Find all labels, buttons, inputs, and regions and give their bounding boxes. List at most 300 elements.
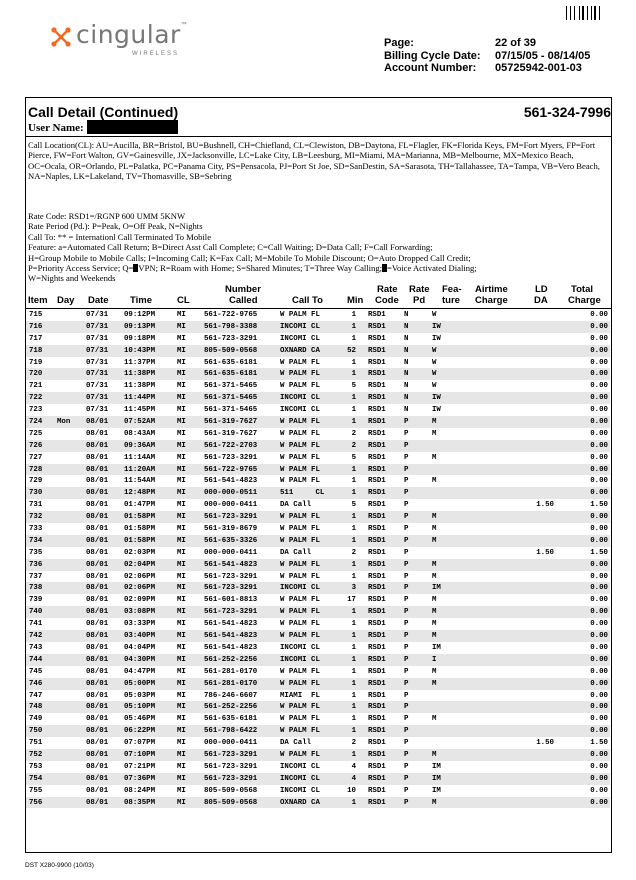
- cell-date: 08/01: [86, 679, 109, 688]
- cell-min: 4: [351, 762, 356, 771]
- cell-call-to: INCOMI CL: [280, 762, 320, 771]
- cell-cl: MI: [177, 453, 186, 462]
- cell-date: 07/31: [86, 406, 109, 415]
- cell-number: 561-722-9765: [204, 465, 258, 474]
- user-name-label: User Name:: [28, 122, 84, 134]
- cell-cl: MI: [177, 762, 186, 771]
- cell-time: 03:40PM: [124, 632, 156, 641]
- cell-number: 000-000-0411: [204, 548, 258, 557]
- cell-min: 1: [351, 358, 356, 367]
- table-row: [26, 416, 610, 428]
- cell-min: 5: [351, 382, 356, 391]
- cell-total: 0.00: [590, 465, 608, 474]
- cell-rate-pd: P: [404, 489, 409, 498]
- cell-call-to: W PALM FL: [280, 727, 320, 736]
- cell-item: 736: [29, 560, 43, 569]
- cell-min: 5: [351, 501, 356, 510]
- cell-total: 0.00: [590, 774, 608, 783]
- cell-item: 752: [29, 750, 43, 759]
- cell-time: 12:48PM: [124, 489, 156, 498]
- cell-min: 1: [351, 334, 356, 343]
- cell-date: 08/01: [86, 632, 109, 641]
- user-name: [28, 120, 178, 134]
- table-row: [26, 690, 610, 702]
- cell-time: 02:04PM: [124, 560, 156, 569]
- cell-date: 08/01: [86, 560, 109, 569]
- cell-item: 724: [29, 418, 43, 427]
- cell-total: 0.00: [590, 750, 608, 759]
- cell-rate-pd: P: [404, 501, 409, 510]
- cell-item: 720: [29, 370, 43, 379]
- cell-rate-pd: P: [404, 750, 409, 759]
- cell-time: 10:43PM: [124, 346, 156, 355]
- cell-call-to: W PALM FL: [280, 679, 320, 688]
- cell-min: 1: [351, 798, 356, 807]
- cell-call-to: INCOMI CL: [280, 394, 320, 403]
- cell-date: 08/01: [86, 620, 109, 629]
- cell-number: 561-723-3291: [204, 584, 258, 593]
- cell-item: 728: [29, 465, 43, 474]
- col-feature-2: ture: [442, 295, 460, 306]
- cell-min: 1: [351, 489, 356, 498]
- cell-cl: MI: [177, 727, 186, 736]
- col-cl: CL: [177, 295, 190, 306]
- cell-call-to: W PALM FL: [280, 418, 320, 427]
- cell-call-to: W PALM FL: [280, 465, 320, 474]
- cell-rate-pd: P: [404, 786, 409, 795]
- cell-time: 01:58PM: [124, 525, 156, 534]
- cell-number: 561-723-3291: [204, 774, 258, 783]
- cell-date: 08/01: [86, 691, 109, 700]
- cell-date: 07/31: [86, 311, 109, 319]
- cell-rate-code: RSD1: [368, 596, 386, 605]
- cell-rate-pd: P: [404, 477, 409, 486]
- cell-call-to: OXNARD CA: [280, 346, 320, 355]
- cell-feature: IM: [432, 786, 441, 795]
- cell-number: 805-509-0568: [204, 346, 258, 355]
- cell-call-to: DA Call: [280, 501, 312, 510]
- cell-number: 561-601-8813: [204, 596, 258, 605]
- cell-feature: IM: [432, 762, 441, 771]
- cell-cl: MI: [177, 655, 186, 664]
- cell-rate-pd: P: [404, 632, 409, 641]
- cell-item: 725: [29, 429, 43, 438]
- cell-total: 0.00: [590, 798, 608, 807]
- cell-rate-pd: P: [404, 798, 409, 807]
- cell-number: 000-000-0411: [204, 501, 258, 510]
- cell-min: 1: [351, 643, 356, 652]
- table-row: [26, 428, 610, 440]
- cell-feature: IM: [432, 774, 441, 783]
- table-row: [26, 642, 610, 654]
- cell-item: 729: [29, 477, 43, 486]
- cell-cl: MI: [177, 477, 186, 486]
- rate-legend: [28, 211, 610, 284]
- cell-feature: M: [432, 453, 437, 462]
- cell-rate-pd: P: [404, 513, 409, 522]
- table-row: [26, 440, 610, 452]
- cell-call-to: W PALM FL: [280, 370, 320, 379]
- cell-cl: MI: [177, 548, 186, 557]
- cell-time: 09:36AM: [124, 441, 156, 450]
- cell-rate-code: RSD1: [368, 572, 386, 581]
- cell-number: 561-281-0170: [204, 667, 258, 676]
- cell-min: 1: [351, 620, 356, 629]
- page-value: 22 of 39: [495, 37, 536, 49]
- cell-total: 0.00: [590, 513, 608, 522]
- cell-time: 05:10PM: [124, 703, 156, 712]
- cell-min: 1: [351, 465, 356, 474]
- cell-total: 0.00: [590, 382, 608, 391]
- col-rate-code-1: Rate: [377, 284, 398, 295]
- cell-rate-pd: N: [404, 370, 409, 379]
- cell-rate-code: RSD1: [368, 762, 386, 771]
- col-ld-2: DA: [534, 295, 548, 306]
- cell-time: 08:43AM: [124, 429, 156, 438]
- cell-call-to: W PALM FL: [280, 750, 320, 759]
- cell-time: 05:00PM: [124, 679, 156, 688]
- cell-day: Mon: [57, 418, 71, 427]
- cell-cl: MI: [177, 525, 186, 534]
- table-row: [26, 737, 610, 749]
- cell-total: 0.00: [590, 334, 608, 343]
- col-day: Day: [57, 295, 75, 306]
- cell-rate-pd: N: [404, 394, 409, 403]
- cell-call-to: OXNARD CA: [280, 798, 320, 807]
- cell-cl: MI: [177, 536, 186, 545]
- cell-rate-pd: P: [404, 572, 409, 581]
- cell-item: 721: [29, 382, 43, 391]
- cell-date: 08/01: [86, 643, 109, 652]
- cell-item: 722: [29, 394, 43, 403]
- cell-item: 734: [29, 536, 43, 545]
- cell-number: 561-723-3291: [204, 762, 258, 771]
- cell-number: 561-723-3291: [204, 334, 258, 343]
- cell-rate-pd: P: [404, 679, 409, 688]
- cell-time: 01:47PM: [124, 501, 156, 510]
- table-row: [26, 701, 610, 713]
- cell-min: 3: [351, 584, 356, 593]
- cell-min: 4: [351, 774, 356, 783]
- cell-rate-pd: P: [404, 739, 409, 748]
- col-rate-pd-1: Rate: [409, 284, 430, 295]
- cell-feature: M: [432, 560, 437, 569]
- table-row: [26, 452, 610, 464]
- cell-item: 715: [29, 311, 43, 319]
- cell-cl: MI: [177, 739, 186, 748]
- cell-total: 0.00: [590, 786, 608, 795]
- cell-feature: IW: [432, 406, 441, 415]
- table-row: [26, 618, 610, 630]
- cell-item: 731: [29, 501, 43, 510]
- cell-rate-pd: P: [404, 525, 409, 534]
- col-rate-code-2: Code: [375, 295, 399, 306]
- cell-time: 09:12PM: [124, 311, 156, 319]
- cell-min: 1: [351, 311, 356, 319]
- table-row: [26, 582, 610, 594]
- cell-call-to: INCOMI CL: [280, 584, 320, 593]
- section-title: Call Detail (Continued): [28, 104, 179, 120]
- col-total-2: Charge: [568, 295, 601, 306]
- cell-call-to: W PALM FL: [280, 311, 320, 319]
- cell-rate-code: RSD1: [368, 691, 386, 700]
- cell-cl: MI: [177, 382, 186, 391]
- cell-feature: M: [432, 525, 437, 534]
- cell-time: 07:52AM: [124, 418, 156, 427]
- cell-time: 09:18PM: [124, 334, 156, 343]
- cell-min: 1: [351, 715, 356, 724]
- cell-min: 1: [351, 513, 356, 522]
- cell-feature: IW: [432, 334, 441, 343]
- cell-call-to: INCOMI CL: [280, 322, 320, 331]
- phone-number: 561-324-7996: [523, 104, 611, 120]
- feature-note-a: Feature: a=Automated Call Return; B=Direct Asst Call Complete; C=Call Waiting; D=Data Call; F=Call Forwarding;: [28, 242, 433, 253]
- table-row: [26, 511, 610, 523]
- cell-date: 08/01: [86, 501, 109, 510]
- table-row: [26, 380, 610, 392]
- cell-call-to: W PALM FL: [280, 453, 320, 462]
- cell-min: 17: [347, 596, 356, 605]
- cell-min: 1: [351, 727, 356, 736]
- cell-call-to: MIAMI FL: [280, 691, 320, 700]
- cell-cl: MI: [177, 786, 186, 795]
- cell-item: 718: [29, 346, 43, 355]
- billing-cycle-value: 07/15/05 - 08/14/05: [495, 49, 591, 62]
- cell-total: 0.00: [590, 703, 608, 712]
- cell-rate-pd: P: [404, 620, 409, 629]
- cell-item: 749: [29, 715, 43, 724]
- cell-number: 561-723-3291: [204, 513, 258, 522]
- table-row: [26, 594, 610, 606]
- cell-cl: MI: [177, 370, 186, 379]
- col-min: Min: [347, 295, 364, 306]
- cell-total: 0.00: [590, 418, 608, 427]
- cell-feature: M: [432, 750, 437, 759]
- cell-item: 727: [29, 453, 43, 462]
- cell-time: 07:21PM: [124, 762, 156, 771]
- cell-item: 723: [29, 406, 43, 415]
- cell-cl: MI: [177, 798, 186, 807]
- cell-call-to: W PALM FL: [280, 382, 320, 391]
- cell-min: 1: [351, 703, 356, 712]
- cell-number: 561-541-4823: [204, 477, 258, 486]
- cell-number: 561-319-7627: [204, 429, 258, 438]
- table-row: [26, 404, 610, 416]
- cell-call-to: W PALM FL: [280, 560, 320, 569]
- cell-min: 1: [351, 394, 356, 403]
- cell-rate-pd: P: [404, 536, 409, 545]
- cell-item: 739: [29, 596, 43, 605]
- cell-rate-pd: P: [404, 418, 409, 427]
- cell-date: 07/31: [86, 358, 109, 367]
- cell-item: 726: [29, 441, 43, 450]
- cell-min: 1: [351, 572, 356, 581]
- cell-rate-pd: N: [404, 382, 409, 391]
- cell-call-to: W PALM FL: [280, 596, 320, 605]
- cell-item: 717: [29, 334, 43, 343]
- cell-rate-code: RSD1: [368, 418, 386, 427]
- cell-number: 561-723-3291: [204, 572, 258, 581]
- cell-call-to: W PALM FL: [280, 536, 320, 545]
- cell-call-to: INCOMI CL: [280, 786, 320, 795]
- cell-date: 08/01: [86, 750, 109, 759]
- cell-rate-code: RSD1: [368, 536, 386, 545]
- cell-rate-pd: P: [404, 727, 409, 736]
- cell-rate-code: RSD1: [368, 750, 386, 759]
- cell-cl: MI: [177, 774, 186, 783]
- cell-total: 1.50: [590, 548, 608, 557]
- cell-number: 561-541-4823: [204, 560, 258, 569]
- cell-date: 08/01: [86, 429, 109, 438]
- cell-date: 07/31: [86, 370, 109, 379]
- cell-rate-code: RSD1: [368, 739, 386, 748]
- cell-min: 1: [351, 655, 356, 664]
- cell-rate-pd: P: [404, 560, 409, 569]
- cell-total: 0.00: [590, 715, 608, 724]
- cell-time: 04:47PM: [124, 667, 156, 676]
- call-detail-table: [26, 309, 610, 808]
- cell-rate-code: RSD1: [368, 441, 386, 450]
- cell-cl: MI: [177, 418, 186, 427]
- cell-feature: M: [432, 620, 437, 629]
- cell-call-to: INCOMI CL: [280, 655, 320, 664]
- cell-cl: MI: [177, 429, 186, 438]
- col-total-1: Total: [571, 284, 593, 295]
- cell-total: 1.50: [590, 501, 608, 510]
- cell-rate-pd: P: [404, 596, 409, 605]
- cell-min: 2: [351, 739, 356, 748]
- cell-min: 1: [351, 679, 356, 688]
- cell-item: 716: [29, 322, 43, 331]
- cell-call-to: INCOMI CL: [280, 406, 320, 415]
- cell-cl: MI: [177, 501, 186, 510]
- cell-rate-code: RSD1: [368, 679, 386, 688]
- cell-rate-code: RSD1: [368, 394, 386, 403]
- cell-item: 755: [29, 786, 43, 795]
- cell-rate-code: RSD1: [368, 429, 386, 438]
- cell-min: 1: [351, 560, 356, 569]
- cell-rate-code: RSD1: [368, 774, 386, 783]
- cell-rate-code: RSD1: [368, 382, 386, 391]
- cell-feature: W: [432, 358, 437, 367]
- cell-rate-pd: N: [404, 406, 409, 415]
- cell-item: 744: [29, 655, 43, 664]
- cell-item: 747: [29, 691, 43, 700]
- table-row: [26, 464, 610, 476]
- cell-call-to: W PALM FL: [280, 703, 320, 712]
- cell-feature: M: [432, 715, 437, 724]
- table-row: [26, 773, 610, 785]
- cell-number: 561-635-3326: [204, 536, 258, 545]
- cell-cl: MI: [177, 394, 186, 403]
- cell-min: 1: [351, 406, 356, 415]
- logo-trademark: ™: [180, 22, 187, 28]
- table-row: [26, 654, 610, 666]
- col-date: Date: [88, 295, 109, 306]
- cell-call-to: W PALM FL: [280, 715, 320, 724]
- cell-total: 0.00: [590, 370, 608, 379]
- cell-call-to: W PALM FL: [280, 608, 320, 617]
- cell-item: 733: [29, 525, 43, 534]
- cell-rate-code: RSD1: [368, 667, 386, 676]
- cell-feature: IM: [432, 584, 441, 593]
- cell-rate-pd: P: [404, 584, 409, 593]
- table-row: [26, 499, 610, 511]
- cell-rate-code: RSD1: [368, 786, 386, 795]
- barcode: [566, 6, 602, 20]
- cell-number: 561-541-4823: [204, 643, 258, 652]
- cell-time: 05:46PM: [124, 715, 156, 724]
- cell-total: 0.00: [590, 596, 608, 605]
- cell-number: 561-541-4823: [204, 620, 258, 629]
- cell-min: 52: [347, 346, 356, 355]
- table-row: [26, 357, 610, 369]
- column-headers: [26, 282, 610, 308]
- cell-rate-pd: N: [404, 322, 409, 331]
- cell-feature: I: [432, 655, 437, 664]
- cell-min: 1: [351, 608, 356, 617]
- cell-rate-pd: P: [404, 453, 409, 462]
- cell-cl: MI: [177, 465, 186, 474]
- cell-time: 11:37PM: [124, 358, 156, 367]
- cell-cl: MI: [177, 489, 186, 498]
- table-row: [26, 309, 610, 321]
- cell-feature: M: [432, 429, 437, 438]
- cell-total: 0.00: [590, 584, 608, 593]
- cell-date: 08/01: [86, 762, 109, 771]
- table-row: [26, 725, 610, 737]
- cell-total: 0.00: [590, 560, 608, 569]
- cell-call-to: DA Call: [280, 739, 312, 748]
- cell-total: 0.00: [590, 643, 608, 652]
- col-number-2: Called: [229, 295, 258, 306]
- col-ld-1: LD: [535, 284, 548, 295]
- cell-cl: MI: [177, 311, 186, 319]
- cell-date: 08/01: [86, 441, 109, 450]
- cell-feature: IW: [432, 322, 441, 331]
- cell-date: 08/01: [86, 798, 109, 807]
- cell-call-to: W PALM FL: [280, 358, 320, 367]
- cell-number: 561-371-5465: [204, 406, 258, 415]
- col-call-to: Call To: [292, 295, 323, 306]
- cell-call-to: W PALM FL: [280, 429, 320, 438]
- cell-min: 1: [351, 525, 356, 534]
- cell-rate-code: RSD1: [368, 798, 386, 807]
- table-row: [26, 630, 610, 642]
- cell-cl: MI: [177, 596, 186, 605]
- cell-number: 561-723-3291: [204, 750, 258, 759]
- cell-cl: MI: [177, 643, 186, 652]
- cell-cl: MI: [177, 620, 186, 629]
- cell-total: 0.00: [590, 632, 608, 641]
- cell-time: 11:38PM: [124, 370, 156, 379]
- cell-min: 1: [351, 691, 356, 700]
- cell-min: 1: [351, 667, 356, 676]
- cell-time: 02:09PM: [124, 596, 156, 605]
- cell-feature: W: [432, 370, 437, 379]
- cell-rate-code: RSD1: [368, 370, 386, 379]
- cell-time: 01:58PM: [124, 536, 156, 545]
- cell-time: 03:08PM: [124, 608, 156, 617]
- cell-date: 08/01: [86, 584, 109, 593]
- cell-cl: MI: [177, 715, 186, 724]
- logo-wordmark: cingular: [76, 20, 181, 49]
- cell-total: 0.00: [590, 489, 608, 498]
- cell-rate-code: RSD1: [368, 703, 386, 712]
- cell-item: 737: [29, 572, 43, 581]
- cell-number: 561-319-7627: [204, 418, 258, 427]
- cell-rate-pd: N: [404, 334, 409, 343]
